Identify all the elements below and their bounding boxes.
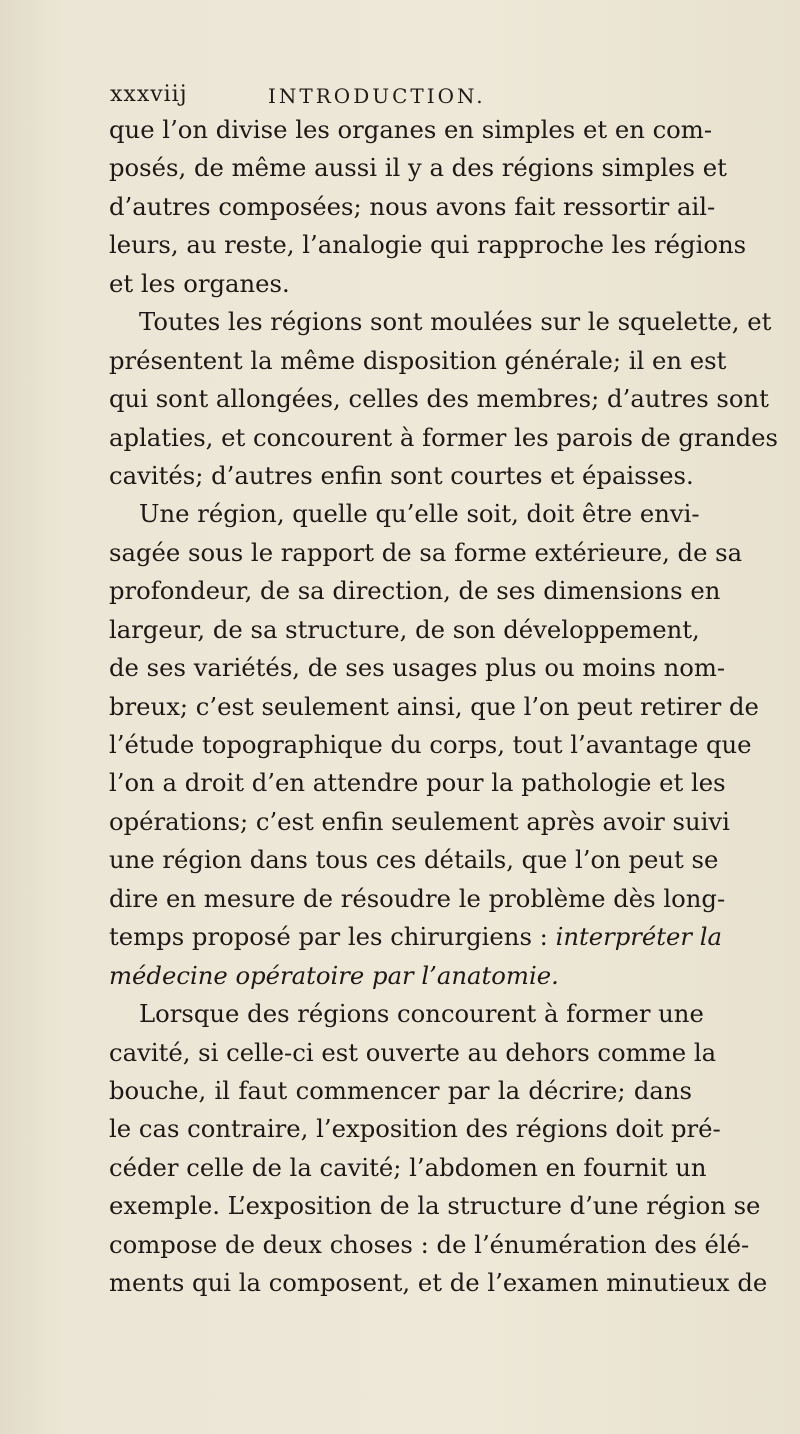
text-line: profondeur, de sa direction, de ses dimensions en xyxy=(109,576,721,606)
page-number: xxxviij xyxy=(110,82,188,107)
italic-quote: interpréter la xyxy=(555,922,723,952)
text-line: bouche, il faut commencer par la décrire; dans xyxy=(109,1075,692,1105)
text-line: d’autres composées; nous avons fait ressortir ail- xyxy=(109,191,716,221)
text-line: largeur, de sa structure, de son développement, xyxy=(109,614,700,644)
text-line: ments qui la composent, et de l’examen minutieux de xyxy=(109,1268,768,1298)
text-line: Une région, quelle qu’elle soit, doit être envi- xyxy=(139,499,700,529)
text-line: aplaties, et concourent à former les parois de grandes xyxy=(109,422,779,452)
text-line: exemple. L’exposition de la structure d’une région se xyxy=(109,1191,761,1221)
text-line: Toutes les régions sont moulées sur le squelette, et xyxy=(139,307,772,337)
running-head: INTRODUCTION. xyxy=(268,84,486,108)
body-text xyxy=(109,111,779,1303)
text-line: que l’on divise les organes en simples et en com- xyxy=(109,115,713,144)
text-line: posés, de même aussi il y a des régions simples et xyxy=(109,153,727,183)
text-line xyxy=(109,918,723,956)
text-line: dire en mesure de résoudre le problème dès long- xyxy=(109,883,726,913)
text-line: qui sont allongées, celles des membres; d’autres sont xyxy=(109,384,769,414)
text-line: l’on a droit d’en attendre pour la pathologie et les xyxy=(109,768,726,798)
text-line: cavité, si celle-ci est ouverte au dehors comme la xyxy=(109,1037,717,1067)
text-line: compose de deux choses : de l’énumération des élé- xyxy=(109,1229,750,1259)
text-line: et les organes. xyxy=(109,268,290,298)
text-line: cavités; d’autres enfin sont courtes et épaisses. xyxy=(109,460,694,490)
text-line: le cas contraire, l’exposition des régions doit pré- xyxy=(109,1114,721,1144)
text-line: présentent la même disposition générale; il en est xyxy=(109,345,727,375)
text-line: une région dans tous ces détails, que l’on peut se xyxy=(109,845,719,875)
text-line: opérations; c’est enfin seulement après avoir suivi xyxy=(109,806,730,836)
text-line: Lorsque des régions concourent à former une xyxy=(139,999,704,1029)
text-line: médecine opératoire par l’anatomie. xyxy=(109,960,559,990)
text-line: céder celle de la cavité; l’abdomen en fournit un xyxy=(109,1152,707,1182)
text-line: l’étude topographique du corps, tout l’avantage que xyxy=(109,730,752,759)
text-line: sagée sous le rapport de sa forme extérieure, de sa xyxy=(109,537,743,567)
text-line: leurs, au reste, l’analogie qui rapproche les régions xyxy=(109,230,747,260)
text-line: de ses variétés, de ses usages plus ou moins nom- xyxy=(109,653,726,683)
text-line: breux; c’est seulement ainsi, que l’on peut retirer de xyxy=(109,691,759,721)
text-segment: temps proposé par les chirurgiens : xyxy=(109,922,548,952)
